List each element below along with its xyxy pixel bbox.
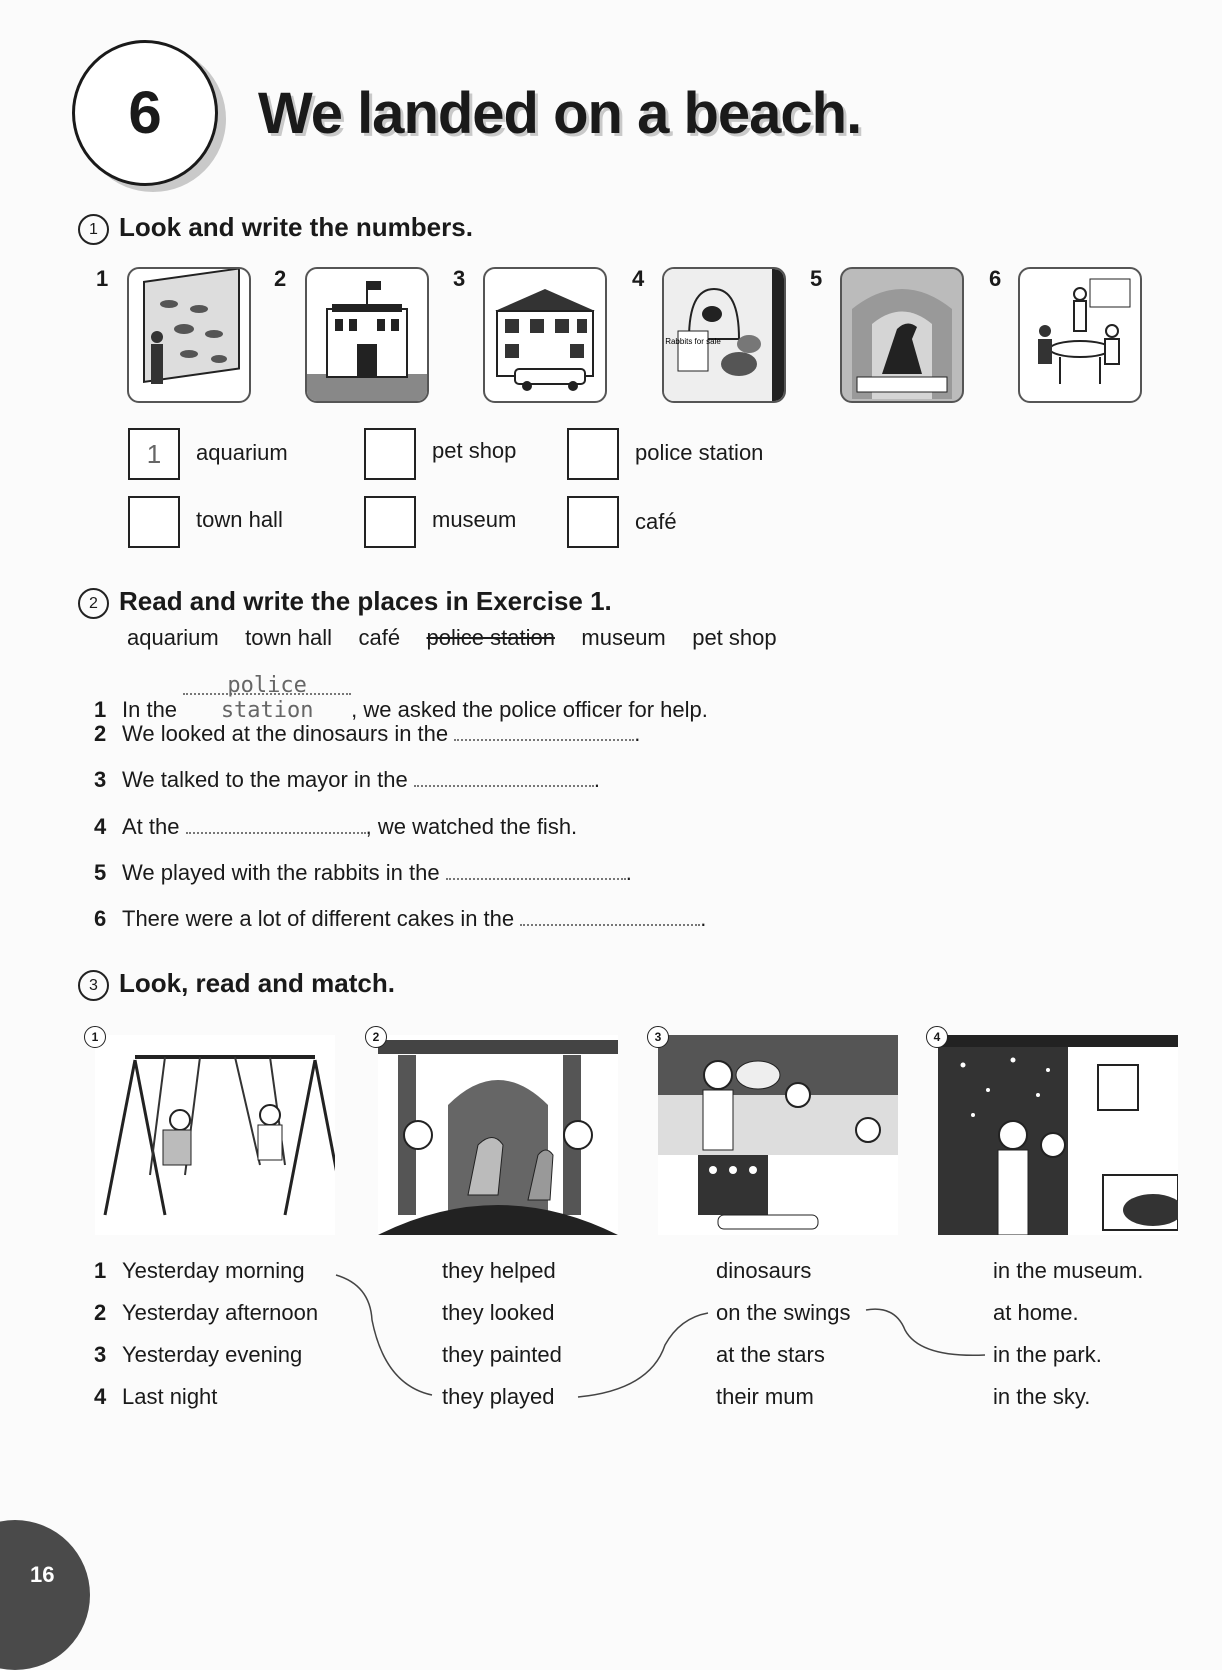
pet-shop-sign-text: Rabbits for sale: [665, 337, 721, 346]
option-label: police station: [635, 440, 764, 465]
match-item[interactable]: they helped: [442, 1258, 556, 1283]
match-item[interactable]: they looked: [442, 1300, 555, 1325]
sentence: 2 We looked at the dinosaurs in the .: [94, 721, 641, 746]
picture-number: 1: [96, 266, 109, 291]
match-item: 1 Yesterday morning: [94, 1258, 305, 1283]
scene-number: 1: [84, 1026, 106, 1048]
sentence: 3 We talked to the mayor in the .: [94, 767, 600, 792]
match-item[interactable]: at home.: [993, 1300, 1079, 1325]
word-bank-item-used: police station: [426, 625, 555, 650]
sentence: 4 At the , we watched the fish.: [94, 814, 578, 839]
sentence: 6 There were a lot of different cakes in the .: [94, 906, 707, 931]
match-item: 3 Yesterday evening: [94, 1342, 303, 1367]
ex2-instruction: Read and write the places in Exercise 1.: [119, 586, 612, 616]
word-bank-item: café: [358, 625, 401, 650]
option-label: pet shop: [432, 438, 517, 463]
match-item[interactable]: their mum: [716, 1384, 814, 1409]
word-bank-item: aquarium: [127, 625, 219, 650]
option-label: aquarium: [196, 440, 288, 465]
sentence: 1 In the police station , we asked the police officer for help.: [94, 673, 708, 723]
unit-number: 6: [128, 79, 162, 146]
scene-number: 3: [647, 1026, 669, 1048]
match-item[interactable]: in the park.: [993, 1342, 1102, 1367]
picture-number: 6: [989, 266, 1002, 291]
scene-number: 4: [926, 1026, 948, 1048]
option-label: town hall: [196, 507, 283, 532]
answer-blank[interactable]: police station: [183, 673, 351, 695]
match-item[interactable]: dinosaurs: [716, 1258, 812, 1283]
ex1-number: 1: [78, 214, 109, 245]
match-item[interactable]: they played: [442, 1384, 555, 1409]
match-item: 4 Last night: [94, 1384, 218, 1409]
ex3-instruction: Look, read and match.: [119, 968, 395, 998]
match-item[interactable]: on the swings: [716, 1300, 851, 1325]
ex2-number: 2: [78, 588, 109, 619]
word-bank-item: town hall: [245, 625, 333, 650]
match-item[interactable]: they painted: [442, 1342, 562, 1367]
ex3-number: 3: [78, 970, 109, 1001]
match-item[interactable]: in the sky.: [993, 1384, 1091, 1409]
picture-number: 4: [632, 266, 645, 291]
picture-number: 3: [453, 266, 466, 291]
match-item[interactable]: in the museum.: [993, 1258, 1144, 1283]
option-label: café: [635, 509, 677, 534]
ex1-instruction: Look and write the numbers.: [119, 212, 473, 242]
page-title: We landed on a beach.: [258, 81, 862, 146]
scene-number: 2: [365, 1026, 387, 1048]
word-bank-item: museum: [581, 625, 666, 650]
answer-box-aquarium[interactable]: 1: [128, 428, 180, 480]
page-number: 16: [30, 1562, 55, 1587]
picture-number: 2: [274, 266, 287, 291]
sentence: 5 We played with the rabbits in the .: [94, 860, 632, 885]
picture-number: 5: [810, 266, 823, 291]
match-item[interactable]: at the stars: [716, 1342, 825, 1367]
option-label: museum: [432, 507, 517, 532]
match-item: 2 Yesterday afternoon: [94, 1300, 319, 1325]
word-bank-item: pet shop: [692, 625, 777, 650]
